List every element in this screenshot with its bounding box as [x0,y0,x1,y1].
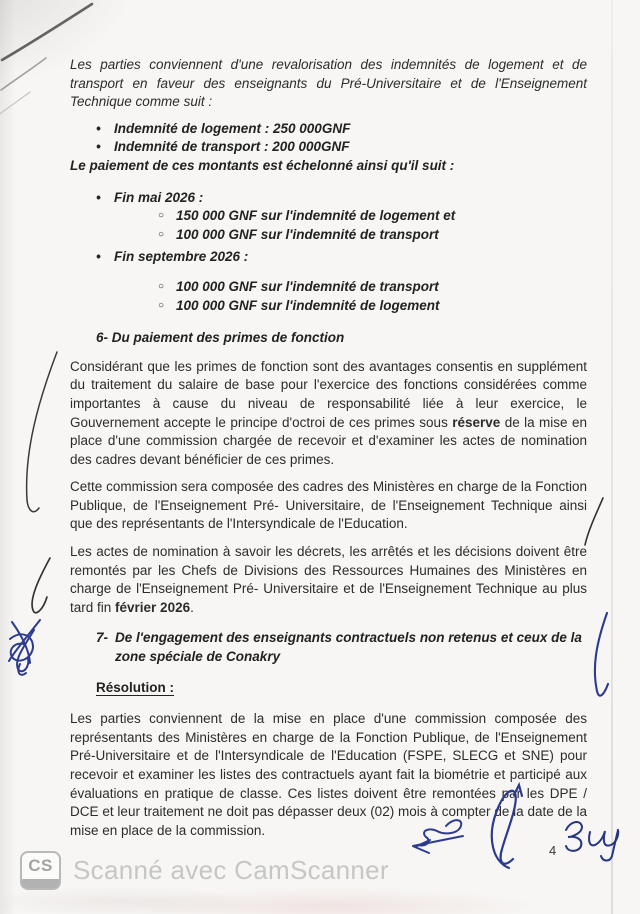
right-margin-blue-checkmark [595,613,608,696]
circle-bullet-icon: ○ [158,299,165,311]
section-7-paragraph: Les parties conviennent de la mise en place d'une commission composée des représentants des Ministères en charge de la Fonction Publique, de l'Enseignement Pré-Universitaire et de l'Intersyndicale de l'Education (FSPE, SLECG et SNE) pour recevoir et examiner les listes des contractuels ayant fait la biométrie et participé aux évaluations en pratique de classe. Ces listes doivent être remontées par les DPE / DCE et leur traitement ne doit pas dépasser deux (02) mois à compter de la date de la mise en place de la commission. [70,711,587,838]
watermark-text: Scanné avec CamScanner [73,855,389,885]
phase-sublist [158,278,587,315]
section-6-paragraph-3 [70,543,587,617]
phase-label [96,248,587,267]
page-number: 4 [549,843,557,858]
left-margin-blue-scribble [9,620,40,675]
paragraph-text: Les actes de nomination à savoir les décrets, les arrêtés et les décisions doivent être remontés par les Chefs de Divisions des Ressources Humaines des Ministères en charge de l'Enseignement Pré- Universitaire et de l'Enseignement Technique au plus tard fin [70,544,587,615]
phase-label-text: Fin septembre 2026 : [114,249,249,265]
paragraph-text: . [190,599,194,615]
indemnity-logement: Indemnité de logement : 250 000GNF [114,120,351,136]
camscanner-logo-icon [20,851,61,890]
indemnity-transport: Indemnité de transport : 200 000GNF [114,139,350,155]
camscanner-watermark [20,851,389,890]
document-body [70,56,587,849]
left-margin-pen-curve [27,352,57,512]
installment: 150 000 GNF sur l'indemnité de logement et [176,208,456,224]
list-item [96,138,587,157]
phase-label [96,189,587,208]
bullet-icon: • [96,249,101,265]
phase-fin-mai [96,189,587,245]
circle-bullet-icon: ○ [158,228,165,240]
paragraph-text: de la mise en place d'une commission chargée de recevoir et d'examiner les actes de nomination des cadres devant bénéficier de ces primes. [70,414,587,467]
list-item [158,278,587,297]
payment-schedule-intro: Le paiement de ces montants est échelonné ainsi qu'il suit : [70,157,455,173]
bullet-icon: • [96,189,101,205]
section-6-paragraph-2: Cette commission sera composée des cadres des Ministères en charge de la Fonction Publique, de l'Enseignement Pré- Universitaire, de l'Enseignement Technique ainsi que des représentants de l'Intersyndicale de l'Education. [70,479,587,532]
emphasis-deadline: février 2026 [115,599,191,615]
intro-paragraph: Les parties conviennent d'une revalorisation des indemnités de logement et de transport en faveur des enseignants du Pré-Universitaire et de l'Enseignement Technique comme suit : [70,57,587,110]
circle-bullet-icon: ○ [158,210,165,222]
list-item [96,120,587,139]
section-7-heading [96,629,587,666]
list-item [158,297,587,316]
section-6-paragraph-1 [70,358,587,470]
bullet-icon: • [96,120,101,136]
resolution-label: Résolution : [96,679,174,695]
cs-badge-bar [22,879,59,888]
installment: 100 000 GNF sur l'indemnité de transport [176,226,439,242]
right-margin-pen-tick [585,498,603,545]
section-number: 7- [96,630,109,646]
cs-badge-text: CS [28,856,53,875]
phase-fin-septembre [96,248,587,315]
bullet-icon: • [96,139,101,155]
emphasis-reserve: réserve [452,414,501,430]
paragraph-text: Considérant que les primes de fonction sont des avantages consentis en supplément du traitement du salaire de base pour l'exercice des fonctions considérées comme importantes à cause du niveau de responsabilité liée à leur exercice, le Gouvernement accepte le principe d'octroi de ces primes sous [70,358,587,430]
page-edge-shadow [611,0,613,914]
installment: 100 000 GNF sur l'indemnité de logement [176,297,440,313]
list-item [158,207,587,226]
section-title: De l'engagement des enseignants contractuels non retenus et ceux de la zone spéciale de Conakry [115,630,582,665]
phase-sublist [158,207,587,244]
left-margin-checkmark [32,558,50,613]
phase-label-text: Fin mai 2026 : [114,189,204,205]
section-6-heading: 6- Du paiement des primes de fonction [96,330,345,346]
indemnity-list [96,120,587,157]
circle-bullet-icon: ○ [158,280,165,292]
installment: 100 000 GNF sur l'indemnité de transport [176,278,439,294]
list-item [158,226,587,245]
